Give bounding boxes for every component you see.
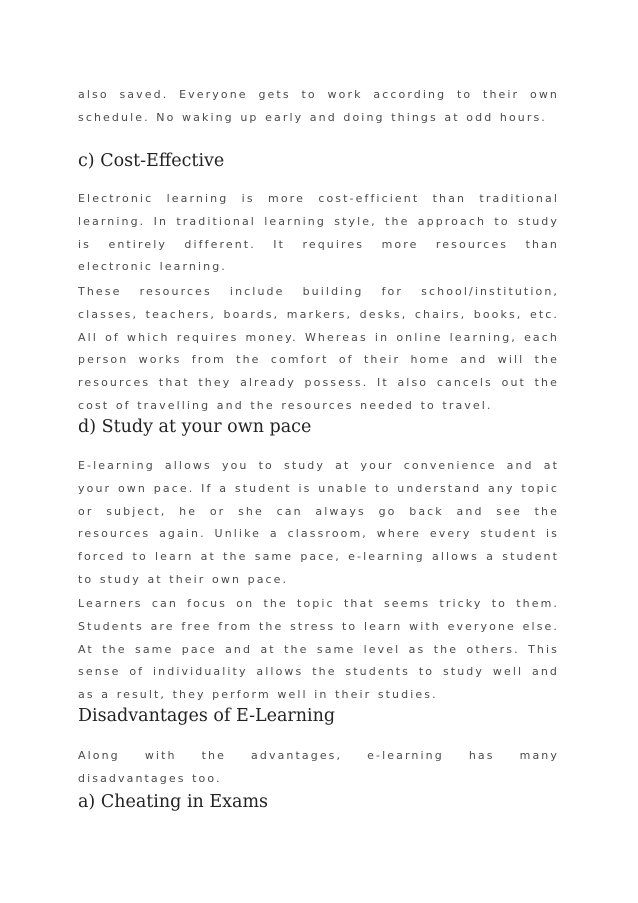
paragraph-resources: These resources include building for school/institution, classes, teachers, boards, markers, desks, chairs, books, etc. All of which requires money. Whereas in online learning, each person works from the comfort of their home and will the resources that they already possess. It also cancels out the cost of travelling and the resources needed to travel. [78,285,559,412]
paragraph-cost-efficient: Electronic learning is more cost-efficient than traditional learning. In traditional learning style, the approach to study is entirely different. It requires more resources than electronic learning. [78,192,559,274]
heading-cost-effective: c) Cost-Effective [78,151,225,171]
paragraph-focus: Learners can focus on the topic that seems tricky to them. Students are free from the stress to learn with everyone else. At the same pace and at the same level as the others. This sense of individuality allows the students to study well and as a result, they perform well in their studies. [78,597,559,702]
heading-disadvantages: Disadvantages of E-Learning [78,706,336,726]
heading-cheating: a) Cheating in Exams [78,792,269,812]
paragraph-convenience: E-learning allows you to study at your convenience and at your own pace. If a student is unable to understand any topic or subject, he or she can always go back and see the resources again. Unlike a classroom, where every student is forced to learn at the same pace, e-learning allows a student to study at their own pace. [78,459,559,586]
heading-own-pace: d) Study at your own pace [78,417,312,437]
paragraph-disadvantages-intro: Along with the advantages, e-learning has many disadvantages too. [78,749,559,785]
paragraph-schedule: also saved. Everyone gets to work according to their own schedule. No waking up early and doing things at odd hours. [78,88,559,124]
